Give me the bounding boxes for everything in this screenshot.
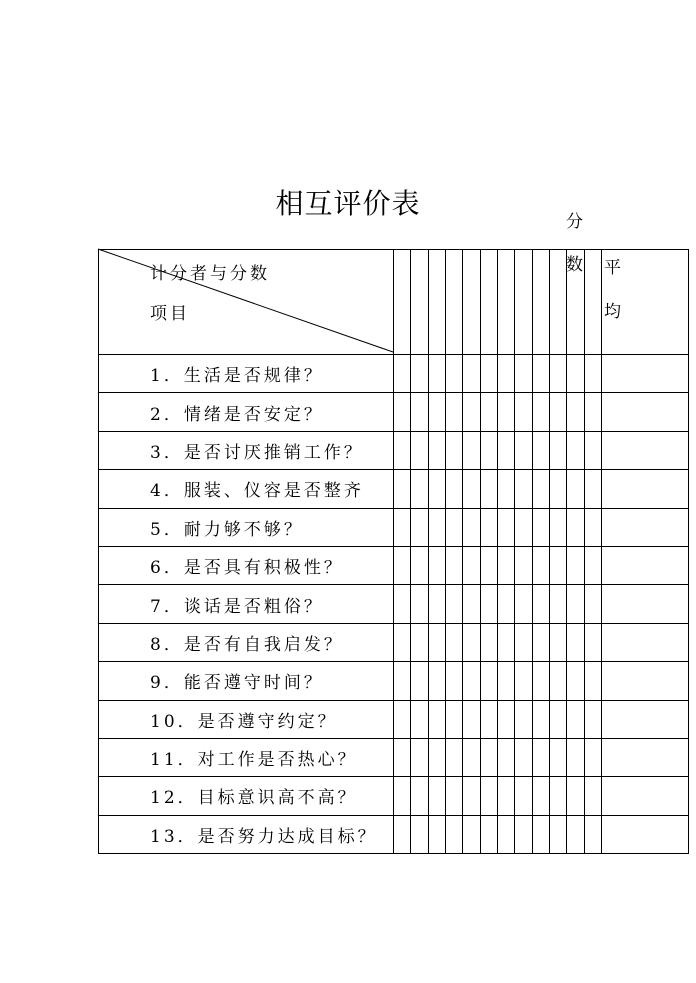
score-cell [463, 546, 480, 584]
item-label: 10．是否遵守约定？ [99, 700, 394, 738]
average-cell [601, 431, 688, 469]
score-cell [445, 508, 462, 546]
score-cell [463, 738, 480, 776]
score-cell [394, 815, 411, 853]
score-cell [445, 470, 462, 508]
score-cell [411, 623, 428, 661]
header-score-cell [428, 250, 445, 355]
average-cell [601, 700, 688, 738]
score-cell [549, 738, 566, 776]
score-cell [497, 355, 514, 393]
table-row [99, 585, 689, 623]
score-cell [411, 815, 428, 853]
score-cell [428, 738, 445, 776]
score-cell [532, 585, 549, 623]
score-cell [584, 355, 601, 393]
score-cell [549, 546, 566, 584]
header-score-cell [394, 250, 411, 355]
score-cell [532, 355, 549, 393]
score-cell [549, 431, 566, 469]
header-score-cell [411, 250, 428, 355]
score-cell [480, 546, 497, 584]
table-row [99, 738, 689, 776]
table-row [99, 662, 689, 700]
score-cell [480, 355, 497, 393]
score-cell [567, 623, 584, 661]
score-cell [428, 431, 445, 469]
score-cell [549, 777, 566, 815]
header-average-char-2: 均 [604, 302, 624, 322]
score-cell [515, 431, 532, 469]
score-cell [428, 585, 445, 623]
score-cell [567, 393, 584, 431]
header-score-cell [463, 250, 480, 355]
header-item-label: 项目 [150, 304, 190, 324]
score-cell [584, 508, 601, 546]
score-cell [445, 546, 462, 584]
score-cell [394, 431, 411, 469]
score-cell [428, 393, 445, 431]
average-cell [601, 815, 688, 853]
item-label: 13．是否努力达成目标？ [99, 815, 394, 853]
score-cell [394, 355, 411, 393]
average-cell [601, 508, 688, 546]
item-label: 9．能否遵守时间？ [99, 662, 394, 700]
score-cell [497, 546, 514, 584]
score-cell [497, 508, 514, 546]
score-cell [463, 777, 480, 815]
score-cell [532, 738, 549, 776]
score-cell [480, 585, 497, 623]
score-cell [411, 431, 428, 469]
score-cell [480, 777, 497, 815]
score-cell [445, 393, 462, 431]
score-cell [445, 431, 462, 469]
score-cell [532, 815, 549, 853]
score-cell [515, 470, 532, 508]
score-cell [532, 431, 549, 469]
score-cell [428, 546, 445, 584]
score-cell [497, 393, 514, 431]
score-cell [497, 815, 514, 853]
score-cell [567, 355, 584, 393]
average-cell [601, 777, 688, 815]
score-cell [567, 431, 584, 469]
score-cell [515, 508, 532, 546]
score-cell [549, 623, 566, 661]
header-score-cell [549, 250, 566, 355]
score-cell [428, 623, 445, 661]
table-row [99, 815, 689, 853]
score-cell [515, 393, 532, 431]
score-cell [549, 355, 566, 393]
score-cell [394, 546, 411, 584]
score-cell [394, 777, 411, 815]
score-cell [515, 355, 532, 393]
score-cell [497, 623, 514, 661]
score-cell [480, 393, 497, 431]
score-cell [411, 777, 428, 815]
average-cell [601, 623, 688, 661]
score-cell [532, 546, 549, 584]
score-cell [567, 470, 584, 508]
score-cell [567, 738, 584, 776]
score-cell [394, 585, 411, 623]
header-score-cell [532, 250, 549, 355]
score-cell [445, 585, 462, 623]
score-cell [445, 815, 462, 853]
table-row [99, 470, 689, 508]
score-cell [480, 815, 497, 853]
header-average-char-1: 平 [604, 258, 624, 278]
score-cell [515, 700, 532, 738]
score-cell [394, 738, 411, 776]
score-cell [428, 662, 445, 700]
average-cell [601, 546, 688, 584]
score-cell [549, 700, 566, 738]
item-label: 11．对工作是否热心？ [99, 738, 394, 776]
score-cell [567, 508, 584, 546]
score-cell [567, 585, 584, 623]
score-cell [532, 777, 549, 815]
average-cell [601, 470, 688, 508]
item-label: 1．生活是否规律？ [99, 355, 394, 393]
score-cell [411, 355, 428, 393]
score-cell [480, 623, 497, 661]
score-cell [584, 585, 601, 623]
score-cell [394, 393, 411, 431]
score-cell [480, 738, 497, 776]
score-cell [463, 393, 480, 431]
item-label: 12．目标意识高不高？ [99, 777, 394, 815]
score-cell [567, 777, 584, 815]
score-cell [497, 431, 514, 469]
score-cell [463, 470, 480, 508]
score-cell [463, 815, 480, 853]
item-label: 5．耐力够不够？ [99, 508, 394, 546]
score-cell [394, 470, 411, 508]
average-cell [601, 393, 688, 431]
score-cell [584, 623, 601, 661]
score-cell [584, 393, 601, 431]
score-cell [497, 738, 514, 776]
score-cell [411, 470, 428, 508]
score-cell [480, 431, 497, 469]
score-cell [532, 470, 549, 508]
score-cell [515, 623, 532, 661]
score-cell [584, 662, 601, 700]
score-cell [584, 738, 601, 776]
score-cell [567, 700, 584, 738]
item-label: 7．谈话是否粗俗？ [99, 585, 394, 623]
score-cell [394, 700, 411, 738]
score-cell [532, 508, 549, 546]
header-score-cell [515, 250, 532, 355]
table-row [99, 546, 689, 584]
page-title: 相互评价表 [275, 187, 421, 220]
table-row [99, 623, 689, 661]
score-cell [445, 700, 462, 738]
header-score-char-2: 数 [566, 255, 586, 275]
score-cell [532, 393, 549, 431]
table-row [99, 700, 689, 738]
score-cell [445, 355, 462, 393]
score-cell [567, 662, 584, 700]
score-cell [549, 662, 566, 700]
score-cell [411, 585, 428, 623]
score-cell [445, 623, 462, 661]
average-cell [601, 738, 688, 776]
score-cell [584, 470, 601, 508]
score-cell [515, 585, 532, 623]
score-cell [567, 815, 584, 853]
average-cell [601, 585, 688, 623]
score-cell [549, 508, 566, 546]
score-cell [411, 393, 428, 431]
score-cell [463, 355, 480, 393]
score-cell [463, 431, 480, 469]
score-cell [584, 777, 601, 815]
score-cell [584, 815, 601, 853]
score-cell [445, 738, 462, 776]
average-cell [601, 355, 688, 393]
score-cell [497, 662, 514, 700]
score-cell [584, 431, 601, 469]
score-cell [480, 662, 497, 700]
score-cell [445, 662, 462, 700]
item-label: 8．是否有自我启发？ [99, 623, 394, 661]
score-cell [411, 662, 428, 700]
table-row [99, 355, 689, 393]
score-cell [567, 546, 584, 584]
header-score-cell [584, 250, 601, 355]
score-cell [497, 585, 514, 623]
score-cell [515, 738, 532, 776]
score-cell [463, 585, 480, 623]
score-cell [428, 777, 445, 815]
score-cell [428, 470, 445, 508]
header-score-char-1: 分 [566, 212, 586, 232]
header-scorer-label: 计分者与分数 [150, 264, 270, 284]
score-cell [463, 700, 480, 738]
average-cell [601, 662, 688, 700]
score-cell [549, 393, 566, 431]
header-score-cell [497, 250, 514, 355]
score-cell [411, 700, 428, 738]
score-cell [480, 470, 497, 508]
score-cell [411, 508, 428, 546]
table-row [99, 393, 689, 431]
score-cell [480, 508, 497, 546]
table-row [99, 508, 689, 546]
score-cell [411, 546, 428, 584]
score-cell [549, 815, 566, 853]
table-row [99, 431, 689, 469]
score-cell [445, 777, 462, 815]
score-cell [515, 815, 532, 853]
score-cell [428, 700, 445, 738]
item-label: 2．情绪是否安定？ [99, 393, 394, 431]
score-cell [480, 700, 497, 738]
score-cell [549, 470, 566, 508]
score-cell [497, 700, 514, 738]
score-cell [428, 355, 445, 393]
score-cell [428, 508, 445, 546]
score-cell [497, 777, 514, 815]
score-cell [584, 546, 601, 584]
score-cell [549, 585, 566, 623]
score-cell [497, 470, 514, 508]
item-label: 4．服装、仪容是否整齐 [99, 470, 394, 508]
score-cell [394, 623, 411, 661]
score-cell [394, 662, 411, 700]
score-cell [463, 623, 480, 661]
score-cell [463, 508, 480, 546]
score-cell [532, 662, 549, 700]
score-cell [394, 508, 411, 546]
score-cell [428, 815, 445, 853]
score-cell [411, 738, 428, 776]
score-cell [463, 662, 480, 700]
score-cell [584, 700, 601, 738]
score-cell [515, 546, 532, 584]
score-cell [515, 662, 532, 700]
score-cell [532, 623, 549, 661]
score-cell [515, 777, 532, 815]
item-label: 6．是否具有积极性？ [99, 546, 394, 584]
score-cell [532, 700, 549, 738]
header-score-cell [445, 250, 462, 355]
table-row [99, 777, 689, 815]
item-label: 3．是否讨厌推销工作？ [99, 431, 394, 469]
header-score-cell [480, 250, 497, 355]
